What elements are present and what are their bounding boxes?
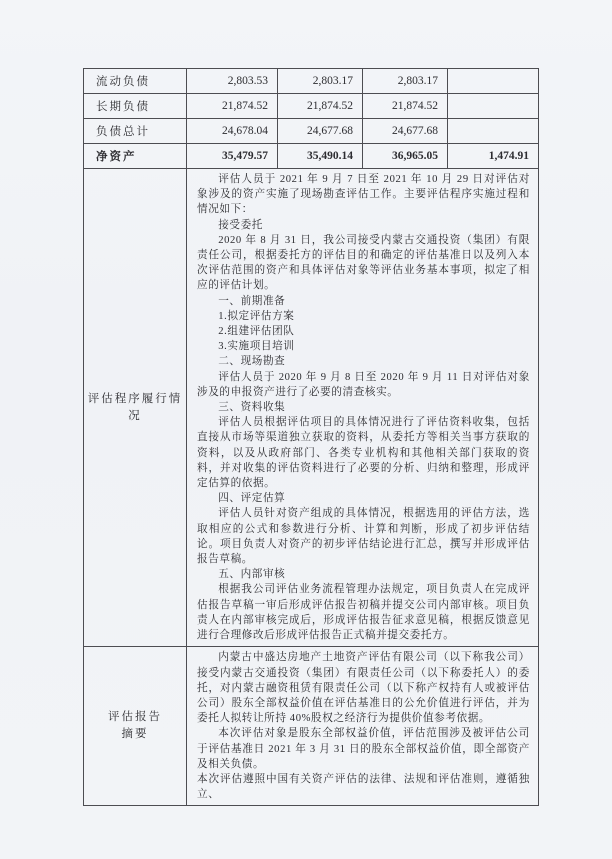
value-cell: 2,803.53 bbox=[187, 69, 278, 94]
paragraph: 根据我公司评估业务流程管理办法规定，项目负责人在完成评估报告草稿一审后形成评估报告初稿并提交公司内部审核。项目负责人在内部审核完成后，形成评估报告征求意见稿，根据反馈意见进行合理修改后形成评估报告正式稿并提交委托方。 bbox=[197, 584, 530, 642]
section-label-line: 摘要 bbox=[121, 728, 149, 741]
paragraph: 三、资料收集 bbox=[218, 402, 286, 414]
table-row-longterm-liabilities bbox=[84, 94, 539, 119]
value-cell: 21,874.52 bbox=[278, 94, 363, 119]
paragraph: 3.实施项目培训 bbox=[218, 341, 295, 353]
value-cell: 1,474.91 bbox=[448, 144, 539, 169]
value-cell: 24,678.04 bbox=[187, 119, 278, 144]
paragraph: 2020 年 8 月 31 日，我公司接受内蒙古交通投资（集团）有限责任公司，根据委托方的评估目的和确定的评估基准日以及列入本次评估范围的资产和具体评估对象等评估业务基本事项，拟定了相应的评估计划。 bbox=[197, 234, 530, 292]
row-label: 负债总计 bbox=[84, 119, 187, 144]
section-row-procedures bbox=[84, 169, 539, 647]
paragraph: 二、现场勘查 bbox=[218, 356, 286, 368]
section-body-report-summary bbox=[187, 647, 539, 806]
value-cell: 35,490.14 bbox=[278, 144, 363, 169]
paragraph: 评估人员根据评估项目的具体情况进行了评估资料收集，包括直接从市场等渠道独立获取的资料，从委托方等相关当事方获取的资料，以及从政府部门、各类专业机构和其他相关部门获取的资料，并对收集的评估资料进行了必要的分析、归纳和整理，形成评定估算的依据。 bbox=[197, 417, 530, 490]
section-row-report-summary bbox=[84, 647, 539, 806]
row-label: 净资产 bbox=[84, 144, 187, 169]
value-cell bbox=[448, 94, 539, 119]
value-cell: 24,677.68 bbox=[363, 119, 448, 144]
section-label-line: 况 bbox=[128, 409, 142, 422]
paragraph: 评估人员于 2021 年 9 月 7 日至 2021 年 10 月 29 日对评估对象涉及的资产实施了现场勘查评估工作。主要评估程序实施过程和情况如下： bbox=[197, 174, 530, 216]
value-cell bbox=[448, 119, 539, 144]
value-cell: 2,803.17 bbox=[363, 69, 448, 94]
section-body-procedures bbox=[187, 169, 539, 647]
table-row-total-liabilities bbox=[84, 119, 539, 144]
paragraph: 1.拟定评估方案 bbox=[218, 310, 295, 322]
paragraph: 内蒙古中盛达房地产土地资产评估有限公司（以下称我公司）接受内蒙古交通投资（集团）有限责任公司（以下称委托人）的委托，对内蒙古融资租赁有限责任公司（以下称产权持有人或被评估公司）股东全部权益价值在评估基准日的公允价值进行评估，并为委托人拟转让所持 40%股权之经济行为提供价值参考依据。 bbox=[197, 652, 530, 725]
value-cell: 21,874.52 bbox=[187, 94, 278, 119]
valuation-report-table bbox=[83, 68, 539, 806]
value-cell: 24,677.68 bbox=[278, 119, 363, 144]
section-label-report-summary bbox=[84, 647, 187, 806]
value-cell: 36,965.05 bbox=[363, 144, 448, 169]
paragraph: 一、前期准备 bbox=[218, 295, 286, 307]
paragraph: 接受委托 bbox=[218, 219, 263, 231]
section-label-procedures bbox=[84, 169, 187, 647]
row-label: 流动负债 bbox=[84, 69, 187, 94]
row-label: 长期负债 bbox=[84, 94, 187, 119]
section-label-line: 评估程序履行情 bbox=[87, 392, 183, 405]
paragraph: 2.组建评估团队 bbox=[218, 326, 295, 338]
value-cell bbox=[448, 69, 539, 94]
section-label-line: 评估报告 bbox=[108, 711, 162, 724]
value-cell: 35,479.57 bbox=[187, 144, 278, 169]
paragraph: 四、评定估算 bbox=[218, 493, 286, 505]
paragraph: 评估人员针对资产组成的具体情况，根据选用的评估方法，选取相应的公式和参数进行分析、计算和判断，形成了初步评估结论。项目负责人对资产的初步评估结论进行汇总，撰写并形成评估报告草稿。 bbox=[197, 508, 530, 566]
value-cell: 2,803.17 bbox=[278, 69, 363, 94]
value-cell: 21,874.52 bbox=[363, 94, 448, 119]
paragraph: 本次评估遵照中国有关资产评估的法律、法规和评估准则，遵循独立、 bbox=[197, 773, 530, 801]
paragraph: 五、内部审核 bbox=[218, 569, 286, 581]
table-row-current-liabilities bbox=[84, 69, 539, 94]
paragraph: 评估人员于 2020 年 9 月 8 日至 2020 年 9 月 11 日对评估对象涉及的申报资产进行了必要的清查核实。 bbox=[197, 371, 530, 398]
paragraph: 本次评估对象是股东全部权益价值，评估范围涉及被评估公司于评估基准日 2021 年 3 月 31 日的股东全部权益价值，即全部资产及相关负债。 bbox=[197, 728, 530, 770]
table-row-net-assets bbox=[84, 144, 539, 169]
